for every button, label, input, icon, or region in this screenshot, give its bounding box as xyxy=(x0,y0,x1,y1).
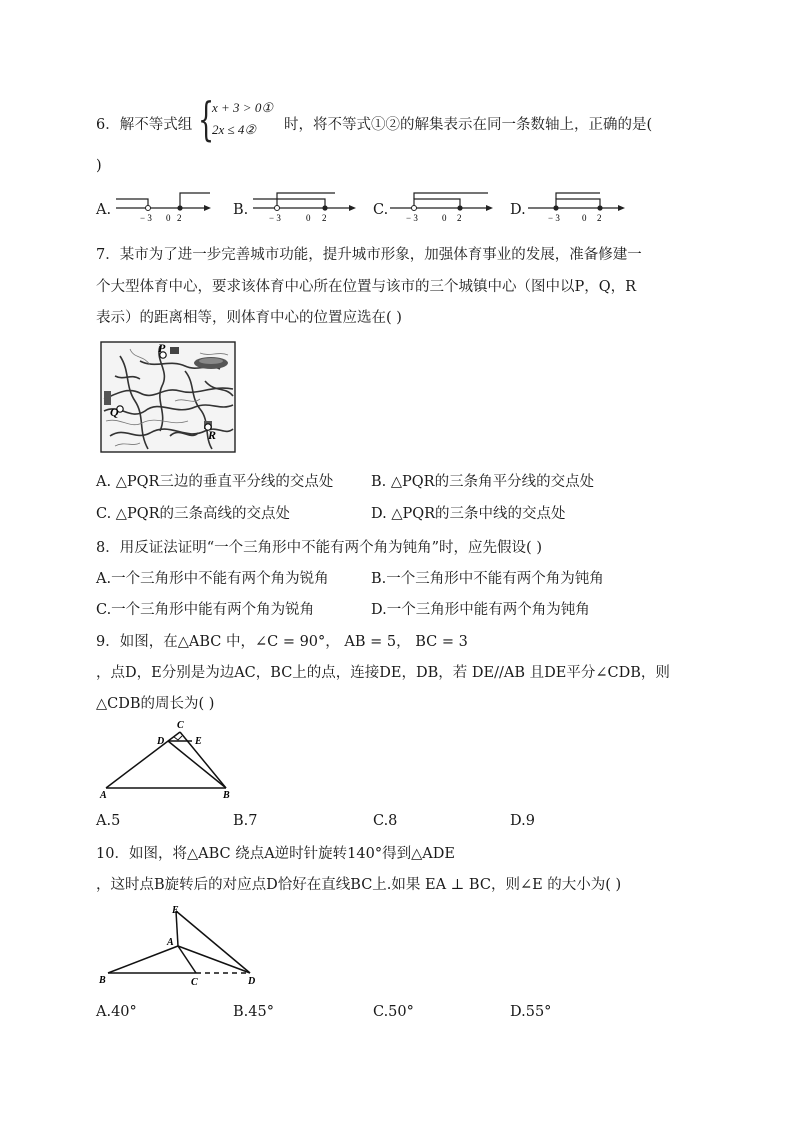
q6-close-paren: ) xyxy=(96,158,102,174)
q8-stem: 8．用反证法证明“一个三角形中不能有两个角为钝角”时，应先假设( ) xyxy=(96,540,542,556)
label-b: B xyxy=(99,975,106,986)
q7-stem-line2: 个大型体育中心，要求该体育中心所在位置与该市的三个城镇中心（图中以P，Q，R xyxy=(96,279,637,295)
q6-option-b-label: B. xyxy=(233,202,249,218)
q10-option-b: B.45° xyxy=(233,1004,274,1020)
q7-option-c: C. △PQR的三条高线的交点处 xyxy=(96,506,291,522)
q6-option-c-label: C. xyxy=(373,202,389,218)
q10-stem-line1: 10．如图，将△ABC 绕点A逆时针旋转140°得到△ADE xyxy=(96,846,455,862)
system-brace: { xyxy=(198,92,215,146)
tick-label: 0 xyxy=(582,213,587,223)
label-b: B xyxy=(223,790,230,798)
tick-label: − 3 xyxy=(269,213,281,223)
q10-option-a: A.40° xyxy=(96,1004,137,1020)
tick-label: 0 xyxy=(166,213,171,223)
q7-option-a: A. △PQR三边的垂直平分线的交点处 xyxy=(96,474,334,490)
tick-label: 0 xyxy=(442,213,447,223)
tick-label: 2 xyxy=(322,213,327,223)
q7-option-b: B. △PQR的三条角平分线的交点处 xyxy=(371,474,595,490)
q9-option-c: C.8 xyxy=(373,813,398,829)
label-a: A xyxy=(167,937,174,948)
tick-label: − 3 xyxy=(140,213,152,223)
q9-stem-line3: △CDB的周长为( ) xyxy=(96,696,215,712)
q6-option-a-number-line xyxy=(114,188,214,224)
map-label-q: Q xyxy=(110,405,119,419)
q9-option-b: B.7 xyxy=(233,813,258,829)
q6-inequality-2: 2x ≤ 4② xyxy=(212,122,257,137)
q7-stem-line3: 表示）的距离相等，则体育中心的位置应选在( ) xyxy=(96,310,402,326)
q8-option-b: B.一个三角形中不能有两个角为钝角 xyxy=(371,571,604,587)
q8-option-a: A.一个三角形中不能有两个角为锐角 xyxy=(96,571,329,587)
tick-label: 2 xyxy=(177,213,182,223)
label-d: D xyxy=(248,976,256,987)
label-e: E xyxy=(195,736,202,747)
q9-option-a: A.5 xyxy=(96,813,121,829)
q6-option-d-number-line xyxy=(526,188,630,224)
tick-label: − 3 xyxy=(548,213,560,223)
q9-stem-line1: 9．如图，在△ABC 中，∠C = 90°， AB = 5， BC = 3 xyxy=(96,634,468,650)
map-label-p: P xyxy=(158,341,166,355)
q10-option-d: D.55° xyxy=(510,1004,552,1020)
q6-inequality-1: x + 3 > 0① xyxy=(212,100,273,115)
q10-rotation-figure xyxy=(96,900,266,992)
q6-option-c-number-line xyxy=(388,188,498,224)
q6-option-b-number-line xyxy=(251,188,361,224)
q6-prefix: 6．解不等式组 xyxy=(96,117,193,133)
q7-option-d: D. △PQR的三条中线的交点处 xyxy=(371,506,566,522)
label-a: A xyxy=(100,790,107,798)
label-c: C xyxy=(177,720,184,731)
q6-suffix: 时，将不等式①②的解集表示在同一条数轴上，正确的是( xyxy=(284,117,653,133)
q8-option-d: D.一个三角形中能有两个角为钝角 xyxy=(371,602,590,618)
map-label-r: R xyxy=(208,428,217,442)
q6-option-d-label: D. xyxy=(510,202,526,218)
q6-option-a-label: A. xyxy=(96,202,112,218)
q7-city-map xyxy=(100,341,236,453)
label-d: D xyxy=(157,736,165,747)
q7-stem-line1: 7．某市为了进一步完善城市功能，提升城市形象，加强体育事业的发展，准备修建一 xyxy=(96,247,642,263)
tick-label: 2 xyxy=(457,213,462,223)
q10-stem-line2: ，这时点B旋转后的对应点D恰好在直线BC上.如果 EA ⊥ BC，则∠E 的大小为( ) xyxy=(96,877,622,893)
label-e: E xyxy=(172,905,179,916)
tick-label: 0 xyxy=(306,213,311,223)
q10-option-c: C.50° xyxy=(373,1004,414,1020)
tick-label: − 3 xyxy=(406,213,418,223)
q9-option-d: D.9 xyxy=(510,813,535,829)
q8-option-c: C.一个三角形中能有两个角为锐角 xyxy=(96,602,315,618)
q9-triangle-figure xyxy=(98,716,248,798)
label-c: C xyxy=(191,977,198,988)
tick-label: 2 xyxy=(597,213,602,223)
q9-stem-line2: ，点D，E分别是为边AC，BC上的点，连接DE，DB，若 DE//AB 且DE平分∠CDB，则 xyxy=(96,665,670,681)
